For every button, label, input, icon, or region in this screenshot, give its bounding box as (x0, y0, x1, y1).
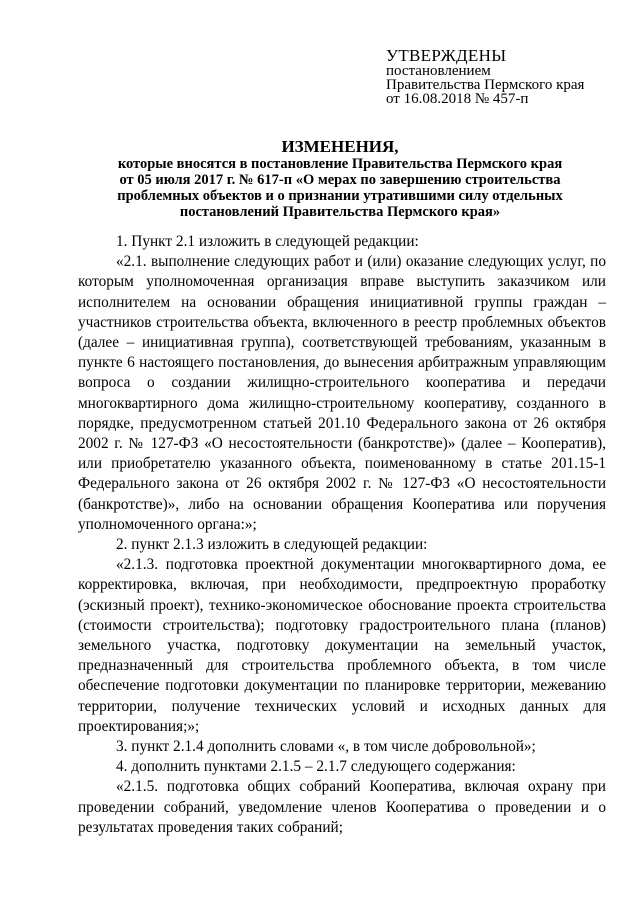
approval-line: Правительства Пермского края (386, 77, 585, 93)
paragraph: 2. пункт 2.1.3 изложить в следующей редакции: (116, 536, 428, 554)
subtitle-line: от 05 июля 2017 г. № 617-п «О мерах по завершению строительства (119, 172, 561, 188)
approval-heading: УТВЕРЖДЕНЫ (386, 46, 507, 65)
paragraph: «2.1. выполнение следующих работ и (или) оказание следующих услуг, по которым уполномоченная организация вправе выступить заказчиком или исполнителем на основании обращения инициативной группы граждан – участников строительства объекта, включенного в реестр проблемных объектов (далее – инициативная группа), соответствующей требованиям, указанным в пункте 6 настоящего постановления, до вынесения арбитражным управляющим вопроса о создании жилищно-строительного кооператива и передачи многоквартирного дома жилищно-строительному кооперативу, созданного в порядке, предусмотренном статьей 201.10 Федерального закона от 26 октября 2002 г. № 127-ФЗ «О несостоятельности (банкротстве)» (далее – Кооператив), или приобретателю указанного объекта, поименованному в статье 201.15-1 Федерального закона от 26 октября 2002 г. № 127-ФЗ «О несостоятельности (банкротстве)», либо на основании обращения Кооператива или поручения уполномоченного органа:»; (78, 253, 606, 533)
paragraph: 3. пункт 2.1.4 дополнить словами «, в том числе добровольной»; (116, 738, 536, 756)
paragraph: «2.1.3. подготовка проектной документации многоквартирного дома, ее корректировка, включая, при необходимости, предпроектную проработку (эскизный проект), технико-экономическое обоснование проекта строительства (стоимости строительства); подготовку градостроительного плана (планов) земельного участка, подготовку документации на земельный участок, предназначенный для строительства проблемного объекта, в том числе обеспечение подготовки документации по планировке территории, межеванию территории, получение технических условий и исходных данных для проектирования;»; (78, 556, 606, 735)
approval-line: постановлением (386, 63, 491, 79)
subtitle-line: проблемных объектов и о признании утратившими силу отдельных (117, 188, 563, 204)
paragraph: 1. Пункт 2.1 изложить в следующей редакции: (116, 233, 419, 250)
document-title: ИЗМЕНЕНИЯ, (281, 137, 399, 156)
paragraph: 4. дополнить пунктами 2.1.5 – 2.1.7 следующего содержания: (116, 758, 516, 776)
subtitle-line: которые вносятся в постановление Правительства Пермского края (117, 156, 563, 172)
approval-block (386, 47, 626, 106)
paragraph: «2.1.5. подготовка общих собраний Кооператива, включая охрану при проведении собраний, уведомление членов Кооператива о проведении и о результатах проведения таких собраний; (78, 778, 606, 836)
document-body (78, 232, 606, 838)
approval-line: от 16.08.2018 № 457-п (386, 91, 529, 107)
document-subtitle (70, 156, 610, 220)
subtitle-line: постановлений Правительства Пермского края» (179, 204, 501, 220)
